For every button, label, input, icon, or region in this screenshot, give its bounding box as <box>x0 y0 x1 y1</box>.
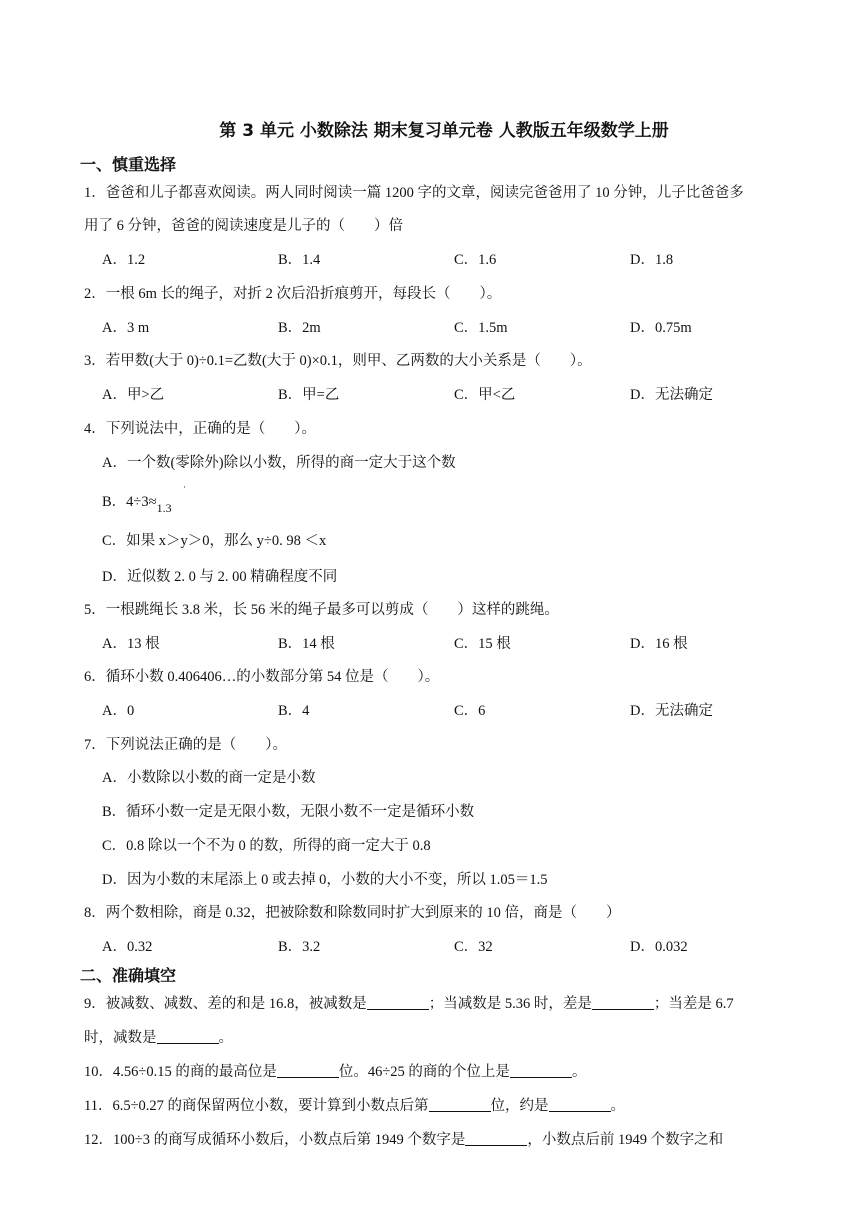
question-7-text: 7．下列说法正确的是（ ）。 <box>84 737 287 753</box>
question-1-text-cont: 用了 6 分钟，爸爸的阅读速度是儿子的（ ）倍 <box>84 218 403 234</box>
question-1-options <box>102 248 782 270</box>
option-b[interactable]: B．3.2 <box>278 939 321 955</box>
q10-part-2: 位。46÷25 的商的个位上是 <box>338 1064 510 1080</box>
answer-blank[interactable] <box>510 1063 572 1078</box>
q10-part-1: 10．4.56÷0.15 的商的最高位是 <box>84 1064 277 1080</box>
question-4-option-a[interactable]: A．一个数(零除外)除以小数，所得的商一定大于这个数 <box>102 455 456 471</box>
question-4-option-b[interactable] <box>102 490 172 515</box>
question-12-text <box>84 1128 723 1149</box>
option-b[interactable]: B．甲=乙 <box>278 387 340 403</box>
repeating-dot-icon: · <box>183 482 186 492</box>
option-d[interactable]: D．0.75m <box>630 320 692 336</box>
question-6-options <box>102 699 782 721</box>
question-1-text: 1．爸爸和儿子都喜欢阅读。两人同时阅读一篇 1200 字的文章，阅读完爸爸用了 10 分钟，儿子比爸爸多 <box>84 185 744 201</box>
q11-part-3: 。 <box>610 1098 626 1114</box>
q11-part-1: 11．6.5÷0.27 的商保留两位小数，要计算到小数点后第 <box>84 1098 429 1114</box>
option-c[interactable]: C．甲<乙 <box>454 387 516 403</box>
option-d[interactable]: D．0.032 <box>630 939 688 955</box>
question-4-option-d[interactable]: D．近似数 2. 0 与 2. 00 精确程度不同 <box>102 569 338 585</box>
question-5-options <box>102 632 782 654</box>
option-b-prefix: B．4÷3≈ <box>102 494 157 510</box>
question-8-options <box>102 935 782 957</box>
question-4-option-c[interactable]: C．如果 x＞y＞0，那么 y÷0. 98 ＜x <box>102 533 327 549</box>
question-3-text: 3．若甲数(大于 0)÷0.1=乙数(大于 0)×0.1，则甲、乙两数的大小关系是（ ）。 <box>84 353 592 369</box>
q9-part-1: 9．被减数、减数、差的和是 16.8，被减数是 <box>84 996 367 1012</box>
q11-part-2: 位，约是 <box>490 1098 549 1114</box>
option-d[interactable]: D．无法确定 <box>630 387 713 403</box>
page-title: 第 3 单元 小数除法 期末复习单元卷 人教版五年级数学上册 <box>219 121 669 141</box>
q12-part-1: 12．100÷3 的商写成循环小数后，小数点后第 1949 个数字是 <box>84 1132 466 1148</box>
option-c[interactable]: C．1.6 <box>454 252 497 268</box>
option-a[interactable]: A．0.32 <box>102 939 153 955</box>
question-4-text: 4．下列说法中，正确的是（ ）。 <box>84 421 316 437</box>
answer-blank[interactable] <box>157 1029 219 1044</box>
question-2-text: 2．一根 6m 长的绳子，对折 2 次后沿折痕剪开，每段长（ ）。 <box>84 286 502 302</box>
q10-part-3: 。 <box>571 1064 587 1080</box>
answer-blank[interactable] <box>367 995 429 1010</box>
question-5-text: 5．一根跳绳长 3.8 米，长 56 米的绳子最多可以剪成（ ）这样的跳绳。 <box>84 602 559 618</box>
section-heading-choice: 一、慎重选择 <box>80 155 177 174</box>
question-7-option-c[interactable]: C．0.8 除以一个不为 0 的数，所得的商一定大于 0.8 <box>102 838 431 854</box>
answer-blank[interactable] <box>549 1097 611 1112</box>
question-7-option-b[interactable]: B．循环小数一定是无限小数，无限小数不一定是循环小数 <box>102 804 475 820</box>
question-6-text: 6．循环小数 0.406406…的小数部分第 54 位是（ ）。 <box>84 669 440 685</box>
option-c[interactable]: C．15 根 <box>454 636 511 652</box>
q9-part-5: 。 <box>218 1030 233 1046</box>
answer-blank[interactable] <box>277 1063 339 1078</box>
option-c[interactable]: C．32 <box>454 939 493 955</box>
question-2-options <box>102 316 782 338</box>
question-8-text: 8．两个数相除，商是 0.32，把被除数和除数同时扩大到原来的 10 倍，商是（ ） <box>84 905 621 921</box>
q12-part-2: ，小数点后前 1949 个数字之和 <box>527 1132 724 1148</box>
option-a[interactable]: A．1.2 <box>102 252 146 268</box>
option-c[interactable]: C．1.5m <box>454 320 508 336</box>
option-b[interactable]: B．2m <box>278 320 321 336</box>
question-10-text <box>84 1060 586 1081</box>
question-7-option-a[interactable]: A．小数除以小数的商一定是小数 <box>102 770 316 786</box>
option-b[interactable]: B．14 根 <box>278 636 335 652</box>
question-3-options <box>102 383 782 405</box>
option-a[interactable]: A．3 m <box>102 320 150 336</box>
section-heading-fill: 二、准确填空 <box>80 966 177 985</box>
answer-blank[interactable] <box>429 1097 491 1112</box>
option-c[interactable]: C．6 <box>454 703 486 719</box>
option-a[interactable]: A．甲>乙 <box>102 387 165 403</box>
option-a[interactable]: A．13 根 <box>102 636 160 652</box>
option-d[interactable]: D．1.8 <box>630 252 674 268</box>
answer-blank[interactable] <box>465 1131 527 1146</box>
q9-part-3: ；当差是 6.7 <box>653 996 734 1012</box>
option-b[interactable]: B．1.4 <box>278 252 321 268</box>
answer-blank[interactable] <box>592 995 654 1010</box>
option-d[interactable]: D．16 根 <box>630 636 688 652</box>
q9-part-4: 时，减数是 <box>84 1030 157 1046</box>
question-7-option-d[interactable]: D．因为小数的末尾添上 0 或去掉 0，小数的大小不变，所以 1.05＝1.5 <box>102 872 548 888</box>
question-9-text <box>84 992 734 1013</box>
q9-part-2: ；当减数是 5.36 时，差是 <box>428 996 592 1012</box>
question-11-text <box>84 1094 625 1115</box>
option-d[interactable]: D．无法确定 <box>630 703 713 719</box>
option-a[interactable]: A．0 <box>102 703 135 719</box>
option-b[interactable]: B．4 <box>278 703 310 719</box>
option-b-value: 1.3 <box>156 501 172 515</box>
question-9-text-cont <box>84 1026 233 1047</box>
